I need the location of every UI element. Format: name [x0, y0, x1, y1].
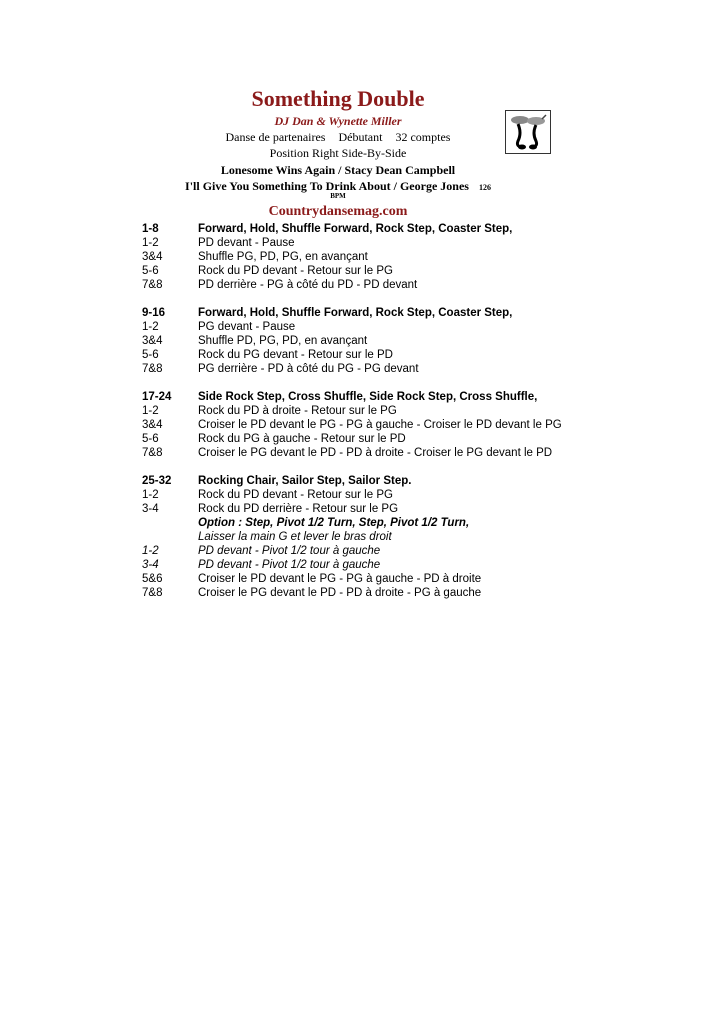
step-count	[142, 516, 198, 530]
step-count: 7&8	[142, 279, 163, 291]
section-count: 1-8	[142, 223, 159, 235]
step-description: Laisser la main G et lever le bras droit	[198, 531, 392, 543]
step-description: Rock du PD devant - Retour sur le PG	[198, 265, 393, 277]
step-section	[142, 306, 702, 376]
step-description: PD devant - Pivot 1/2 tour à gauche	[198, 559, 381, 571]
step-sheet	[142, 222, 702, 614]
step-description: Croiser le PG devant le PD - PD à droite - Croiser le PG devant le PD	[198, 447, 553, 459]
step-description: PD derrière - PG à côté du PD - PD devant	[198, 279, 418, 291]
dancing-feet-icon	[505, 110, 551, 154]
step-count: 1-2	[142, 489, 159, 501]
dance-level: Débutant	[338, 130, 383, 144]
step-description: Croiser le PD devant le PG - PG à gauche - PD à droite	[198, 573, 482, 585]
step-count: 7&8	[142, 587, 163, 599]
authors: DJ Dan & Wynette Miller	[274, 114, 402, 128]
step-count: 5&6	[142, 573, 163, 585]
step-count: 3&4	[142, 335, 163, 347]
dancing-feet-icon-graphic	[506, 111, 550, 153]
step-row	[142, 236, 702, 250]
section-title: Rocking Chair, Sailor Step, Sailor Step.	[198, 475, 412, 487]
step-count: 3&4	[142, 419, 163, 431]
step-description: PD devant - Pivot 1/2 tour à gauche	[198, 545, 381, 557]
step-description: PG devant - Pause	[198, 321, 296, 333]
step-row	[142, 488, 702, 502]
step-count: 3-4	[142, 503, 159, 515]
step-count: 3-4	[142, 559, 159, 571]
step-row	[142, 264, 702, 278]
step-row	[142, 404, 702, 418]
step-description: Rock du PG à gauche - Retour sur le PD	[198, 433, 406, 445]
section-count: 9-16	[142, 307, 166, 319]
step-description: Croiser le PD devant le PG - PG à gauche - Croiser le PD devant le PG	[198, 419, 562, 431]
section-title: Side Rock Step, Cross Shuffle, Side Rock Step, Cross Shuffle,	[198, 391, 538, 403]
step-count: 5-6	[142, 349, 159, 361]
step-description: Rock du PD derrière - Retour sur le PG	[198, 503, 399, 515]
step-description: Croiser le PG devant le PD - PD à droite - PG à gauche	[198, 587, 482, 599]
step-row	[142, 348, 702, 362]
step-count: 7&8	[142, 447, 163, 459]
step-section	[142, 474, 702, 600]
step-count	[142, 530, 198, 544]
section-heading	[142, 474, 702, 488]
step-description: Rock du PD à droite - Retour sur le PG	[198, 405, 397, 417]
step-description: Rock du PD devant - Retour sur le PG	[198, 489, 393, 501]
step-count: 1-2	[142, 237, 159, 249]
step-row	[142, 502, 702, 516]
step-count: 5-6	[142, 265, 159, 277]
bpm-label: BPM	[330, 192, 346, 200]
step-description: PG derrière - PD à côté du PG - PG devant	[198, 363, 419, 375]
step-row	[142, 432, 702, 446]
step-count: 5-6	[142, 433, 159, 445]
step-row	[142, 572, 702, 586]
step-row	[142, 516, 702, 530]
bpm-value: 126	[478, 183, 491, 192]
page-title: Something Double	[251, 86, 425, 111]
step-row	[142, 558, 702, 572]
step-row	[142, 418, 702, 432]
section-title: Forward, Hold, Shuffle Forward, Rock Step, Coaster Step,	[198, 307, 513, 319]
step-row	[142, 250, 702, 264]
step-description: Option : Step, Pivot 1/2 Turn, Step, Pivot 1/2 Turn,	[198, 517, 470, 529]
step-description: Shuffle PD, PG, PD, en avançant	[198, 335, 368, 347]
step-row	[142, 544, 702, 558]
dance-counts: 32 comptes	[395, 130, 451, 144]
step-row	[142, 586, 702, 600]
section-heading	[142, 222, 702, 236]
section-heading	[142, 390, 702, 404]
dance-type: Danse de partenaires	[225, 130, 326, 144]
step-description: PD devant - Pause	[198, 237, 295, 249]
step-count: 1-2	[142, 545, 159, 557]
step-row	[142, 446, 702, 460]
step-section	[142, 222, 702, 292]
section-count: 17-24	[142, 391, 172, 403]
step-count: 1-2	[142, 405, 159, 417]
step-description: Shuffle PG, PD, PG, en avançant	[198, 251, 368, 263]
song-1: Lonesome Wins Again / Stacy Dean Campbell	[220, 163, 456, 177]
section-heading	[142, 306, 702, 320]
step-count: 7&8	[142, 363, 163, 375]
step-row	[142, 334, 702, 348]
dance-position: Position Right Side-By-Side	[269, 146, 407, 160]
step-count: 3&4	[142, 251, 163, 263]
step-row	[142, 362, 702, 376]
song-2: I'll Give You Something To Drink About / George Jones	[185, 179, 469, 193]
step-row	[142, 278, 702, 292]
step-count: 1-2	[142, 321, 159, 333]
step-description: Rock du PG devant - Retour sur le PD	[198, 349, 393, 361]
section-count: 25-32	[142, 475, 172, 487]
step-row	[142, 320, 702, 334]
step-section	[142, 390, 702, 460]
website-link[interactable]: Countrydansemag.com	[268, 204, 408, 219]
section-title: Forward, Hold, Shuffle Forward, Rock Step, Coaster Step,	[198, 223, 513, 235]
dance-meta	[0, 130, 676, 145]
step-row	[142, 530, 702, 544]
